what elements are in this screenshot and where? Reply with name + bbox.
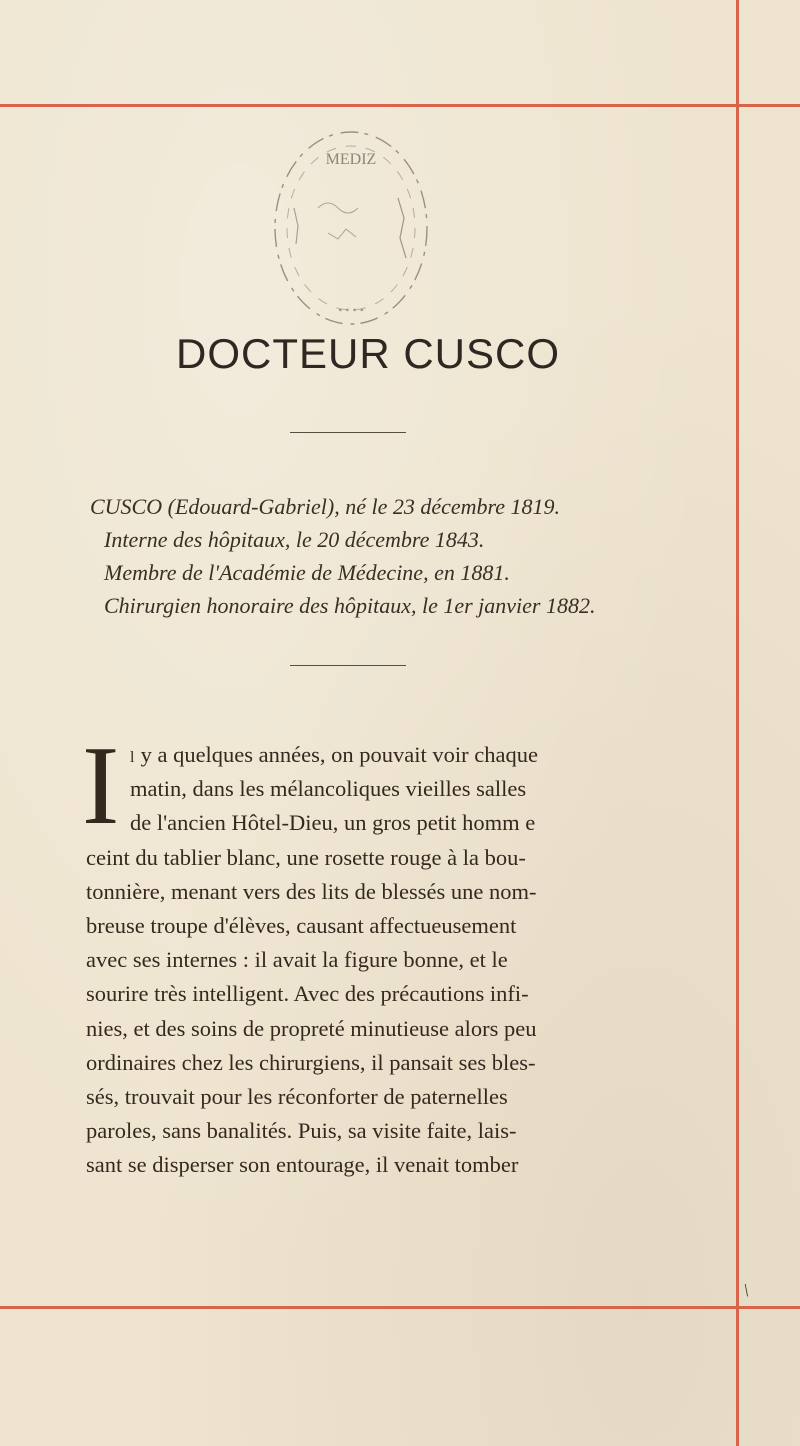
body-first-word-rest: l (130, 749, 135, 766)
body-line (86, 738, 620, 772)
body-line: de l'ancien Hôtel-Dieu, un gros petit homm e (130, 810, 536, 836)
page-title: DOCTEUR CUSCO (175, 330, 560, 377)
body-line: ordinaires chez les chirurgiens, il pansait ses bles- (86, 1049, 536, 1075)
body-line: avec ses internes : il avait la figure bonne, et le (86, 947, 508, 973)
body-paragraph (86, 738, 620, 1182)
body-line: sant se disperser son entourage, il venait tomber (86, 1152, 519, 1178)
body-line: ceint du tablier blanc, une rosette rouge à la bou- (86, 844, 526, 870)
body-line: tonnière, menant vers des lits de blessés une nom- (86, 878, 537, 904)
bottom-border-rule (0, 1306, 800, 1309)
svg-text:MEDIZ: MEDIZ (325, 151, 377, 168)
body-line: nies, et des soins de propreté minutieuse alors peu (86, 1015, 537, 1041)
bio-line: CUSCO (Edouard-Gabriel), né le 23 décembre 1819. (90, 494, 561, 519)
body-line: paroles, sans banalités. Puis, sa visite faite, lais- (86, 1118, 517, 1144)
svg-text:• • • •: • • • • (338, 303, 364, 317)
body-line: breuse troupe d'élèves, causant affectueusement (86, 912, 517, 938)
body-line: sourire très intelligent. Avec des précautions infi- (86, 981, 529, 1007)
library-stamp-icon (268, 128, 434, 338)
top-border-rule (0, 104, 800, 107)
body-line: sés, trouvait pour les réconforter de paternelles (86, 1083, 508, 1109)
bio-line: Interne des hôpitaux, le 20 décembre 1843. (104, 527, 485, 552)
pencil-mark-icon: / (739, 1280, 754, 1300)
body-line: matin, dans les mélancoliques vieilles salles (130, 776, 527, 802)
divider-top (290, 432, 406, 433)
bio-line: Membre de l'Académie de Médecine, en 1881. (104, 560, 510, 585)
bio-line: Chirurgien honoraire des hôpitaux, le 1er janvier 1882. (104, 593, 596, 618)
drop-cap: I (82, 724, 120, 848)
body-line-text: y a quelques années, on pouvait voir chaque (140, 742, 538, 767)
biography-block (90, 490, 650, 622)
divider-bottom (290, 665, 406, 666)
right-border-rule (736, 0, 739, 1446)
